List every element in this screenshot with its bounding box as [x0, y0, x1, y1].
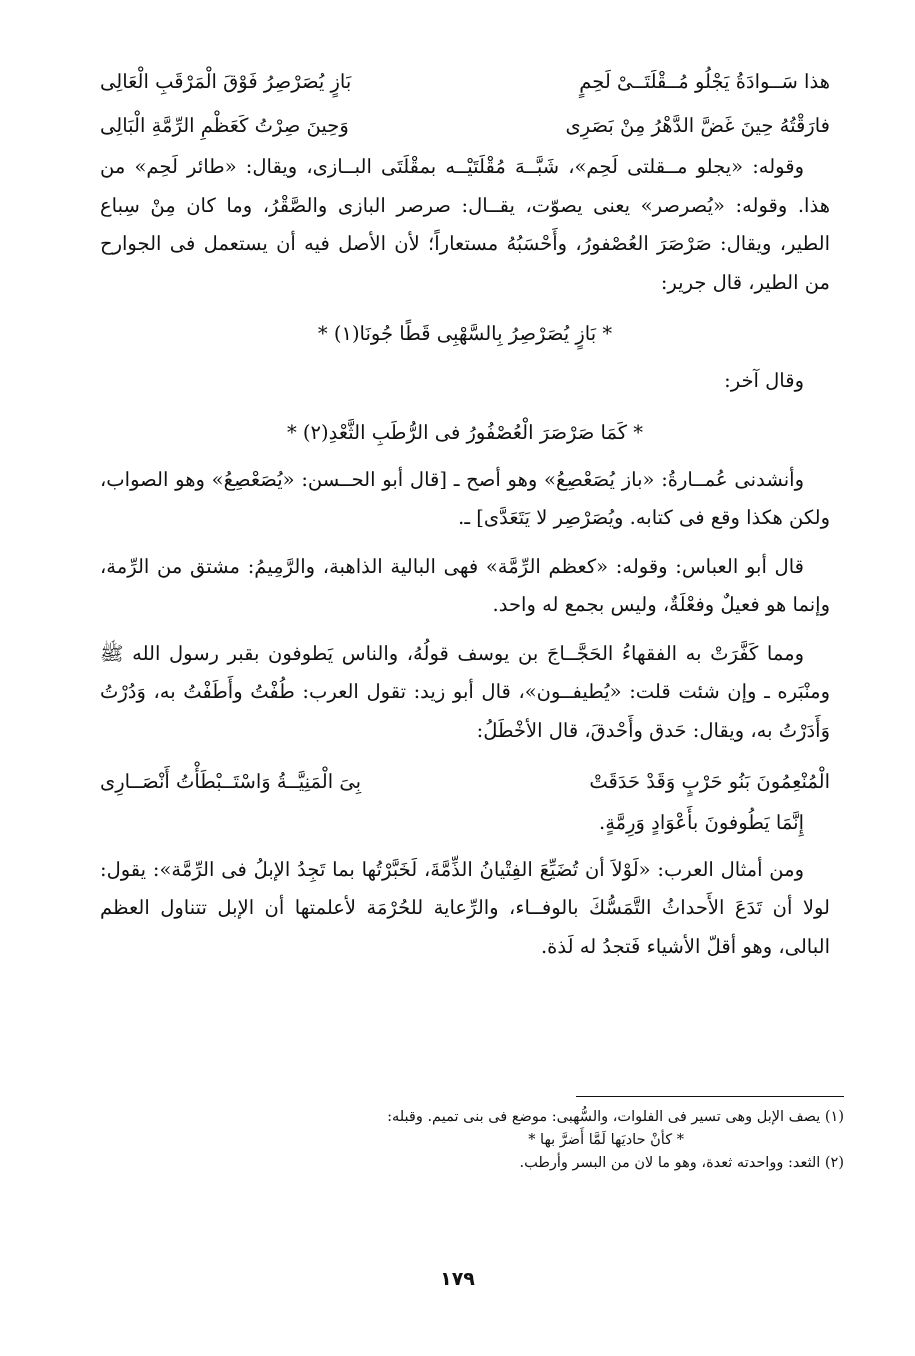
- page-number: ١٧٩: [440, 1268, 475, 1290]
- footnote-verse: * كأنْ حاديَها لَمَّا أَضرَّ بها *: [528, 1132, 684, 1148]
- paragraph: قال أبو العباس: وقوله: «كعظم الرِّمَّة» فهى البالية الذاهبة، والرَّمِيمُ: مشتق من الرِّمة، وإنما هو فعيلٌ وفعْلَةٌ، وليس بجمع له واحد.: [100, 554, 830, 616]
- paragraph: وقال آخر:: [724, 369, 804, 392]
- footnote-divider: [576, 1096, 844, 1097]
- verse-hemistich-second: وَحِينَ صِرْتُ كَعَظْمِ الرِّمَّةِ الْبَالِى: [100, 114, 349, 137]
- verse-hemistich-first: هذا سَــوادَةُ يَجْلُو مُــقْلَتَــىْ لَحِمٍ: [579, 70, 830, 93]
- paragraph: ومن أمثال العرب: «لَوْلاَ أن تُضَيِّعَ الفِتْيانُ الذِّمَّةَ، لَخَبَّرْتُها بما تَجِدُ الإبلُ فى الرِّمَّة»: يقول: لولا أن تَدَعَ الأَحداثُ التَّمَسُّكَ بالوفــاء، والرِّعاية للحُرْمَة لأعلمتها أن الإبل تتناول العظم البالى، وهو أقلّ الأشياء فَتجدُ له لَذة.: [100, 857, 830, 958]
- footnote: (٢) الثعد: وواحدته ثعدة، وهو ما لان من البسر وأرطب.: [519, 1155, 844, 1171]
- paragraph: وأنشدنى عُمــارةُ: «باز يُصَعْصِعُ» وهو أصح ـ [قال أبو الحــسن: «يُصَعْصِعُ» وهو الصواب، ولكن هكذا وقع فى كتابه. ويُصَرْصِر لا يَتَعَدَّى] ـ.: [100, 467, 830, 529]
- verse-line: إِنَّمَا يَطُوفونَ بأَعْوَادٍ وَرِمَّةٍ.: [599, 811, 804, 834]
- verse-hemistich-first: فارَقْتُهُ حِينَ غَضَّ الدَّهْرُ مِنْ بَصَرِى: [565, 114, 830, 137]
- quoted-verse: * كَمَا صَرْصَرَ الْعُصْفُورُ فى الرُّطَبِ الثَّعْدِ(٢) *: [286, 420, 643, 444]
- paragraph: ومما كَفَّرَتْ به الفقهاءُ الحَجَّــاجَ بن يوسف قولُهُ، والناس يَطوفون بقبر رسول الله ﷺ ومنْبَره ـ وإن شئت قلت: «يُطيفــون»، قال أبو زيد: تقول العرب: طُفْتُ وأَطَفْتُ به، وَدُرْتُ وَأَدَرْتُ به، ويقال: حَدق وأَحْدقَ، قال الأخْطَلُ:: [100, 641, 830, 742]
- verse-hemistich-first: الْمُنْعِمُونَ بَنُو حَرْبٍ وَقَدْ حَدَقَتْ: [589, 770, 830, 793]
- main-text: [100, 60, 830, 966]
- verse-line: [100, 760, 830, 804]
- footnote: (١) يصف الإبل وهى تسير فى الفلوات، والسُّهبى: موضع فى بنى تميم. وقبله:: [387, 1109, 844, 1125]
- verse-line: [100, 104, 830, 148]
- paragraph: وقوله: «يجلو مــقلتى لَحِم»، شَبَّــهَ مُقْلَتَيْــه بمقْلَتَى البــازى، ويقال: «طائر لَحِم» من هذا. وقوله: «يُصرصر» يعنى يصوّت، يقــال: صرصر البازى والصَّقْرُ، وما كان مِنْ سِباع الطير، ويقال: صَرْصَرَ العُصْفورُ، وأَحْسَبُهُ مستعاراً؛ لأن الأصل فيه أن يستعمل فى الجوارح من الطير، قال جرير:: [100, 155, 830, 294]
- verse-line: [100, 60, 830, 104]
- verse-hemistich-second: بَازٍ يُصَرْصِرُ فَوْقَ الْمَرْقَبِ الْعَالِى: [100, 70, 352, 93]
- footnotes: [120, 1106, 844, 1175]
- quoted-verse: * بَازٍ يُصَرْصِرُ بِالسَّهْبِى قَطًا جُونَا(١) *: [317, 322, 613, 345]
- verse-hemistich-second: بِىَ الْمَنِيَّــةُ وَاسْتَــبْطَأْتُ أَنْصَــارِى: [100, 770, 362, 793]
